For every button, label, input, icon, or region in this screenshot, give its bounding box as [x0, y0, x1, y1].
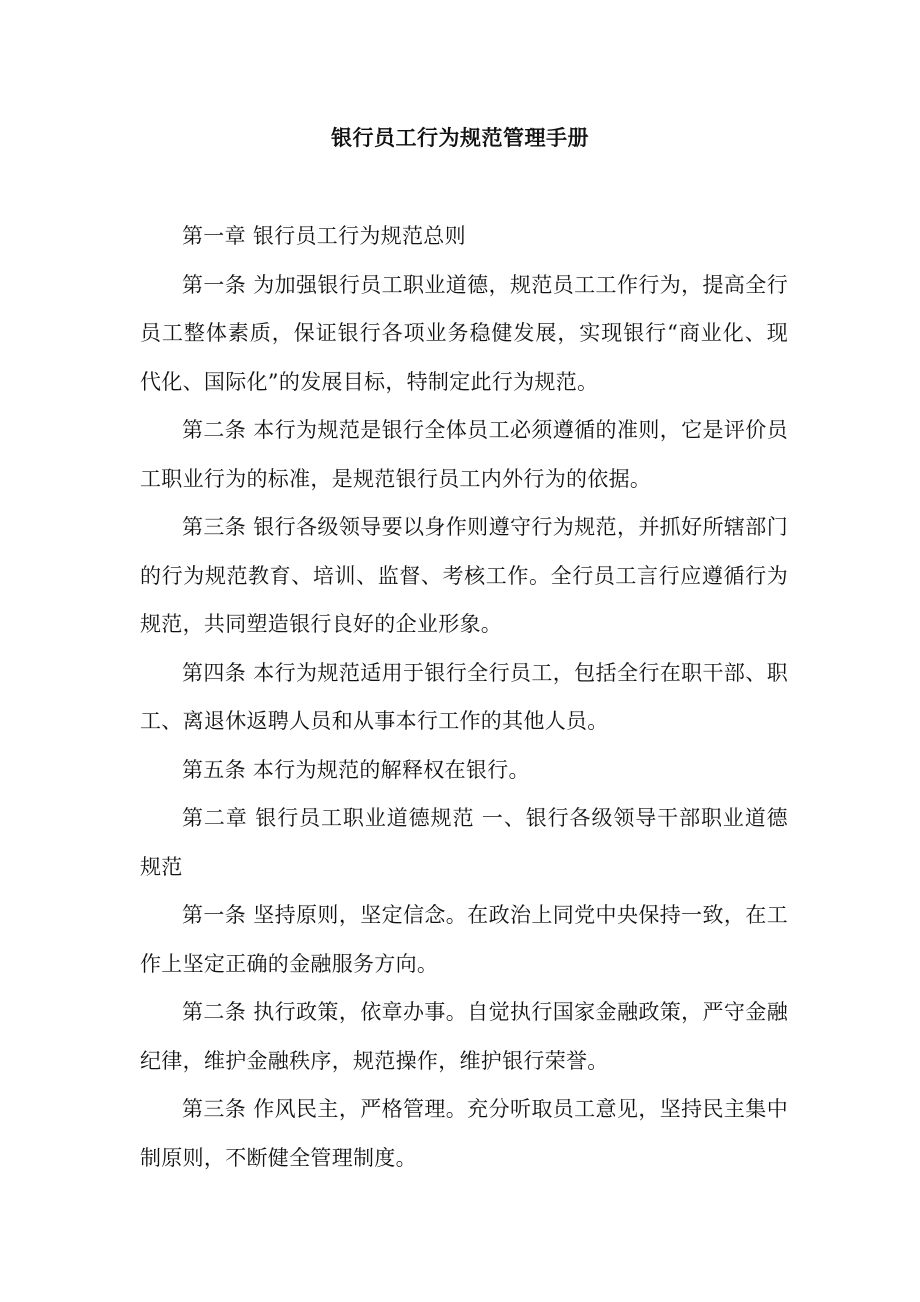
chapter-1-article-1: 第一条 为加强银行员工职业道德，规范员工工作行为，提高全行员工整体素质，保证银行各项业务稳健发展，实现银行“商业化、现代化、国际化”的发展目标，特制定此行为规范。: [140, 272, 788, 394]
chapter-1-article-3: 第三条 银行各级领导要以身作则遵守行为规范，并抓好所辖部门的行为规范教育、培训、监督、考核工作。全行员工言行应遵循行为规范，共同塑造银行良好的企业形象。: [140, 515, 788, 636]
document-body: [140, 212, 788, 1182]
chapter-1-article-5: 第五条 本行为规范的解释权在银行。: [182, 757, 530, 782]
chapter-2-heading: 第二章 银行员工职业道德规范 一、银行各级领导干部职业道德规范: [140, 806, 788, 879]
chapter-1-article-4: 第四条 本行为规范适用于银行全行员工，包括全行在职干部、职工、离退休返聘人员和从事本行工作的其他人员。: [140, 660, 788, 733]
chapter-2-article-1: 第一条 坚持原则，坚定信念。在政治上同党中央保持一致，在工作上坚定正确的金融服务方向。: [140, 903, 788, 976]
chapter-2-article-3: 第三条 作风民主，严格管理。充分听取员工意见，坚持民主集中制原则，不断健全管理制度。: [140, 1097, 788, 1170]
document-title: 银行员工行为规范管理手册: [331, 125, 589, 150]
chapter-2-article-2: 第二条 执行政策，依章办事。自觉执行国家金融政策，严守金融纪律，维护金融秩序，规范操作，维护银行荣誉。: [140, 1000, 788, 1073]
chapter-1-heading: 第一章 银行员工行为规范总则: [182, 224, 466, 248]
chapter-1-article-2: 第二条 本行为规范是银行全体员工必须遵循的准则，它是评价员工职业行为的标准，是规范银行员工内外行为的依据。: [140, 418, 788, 491]
